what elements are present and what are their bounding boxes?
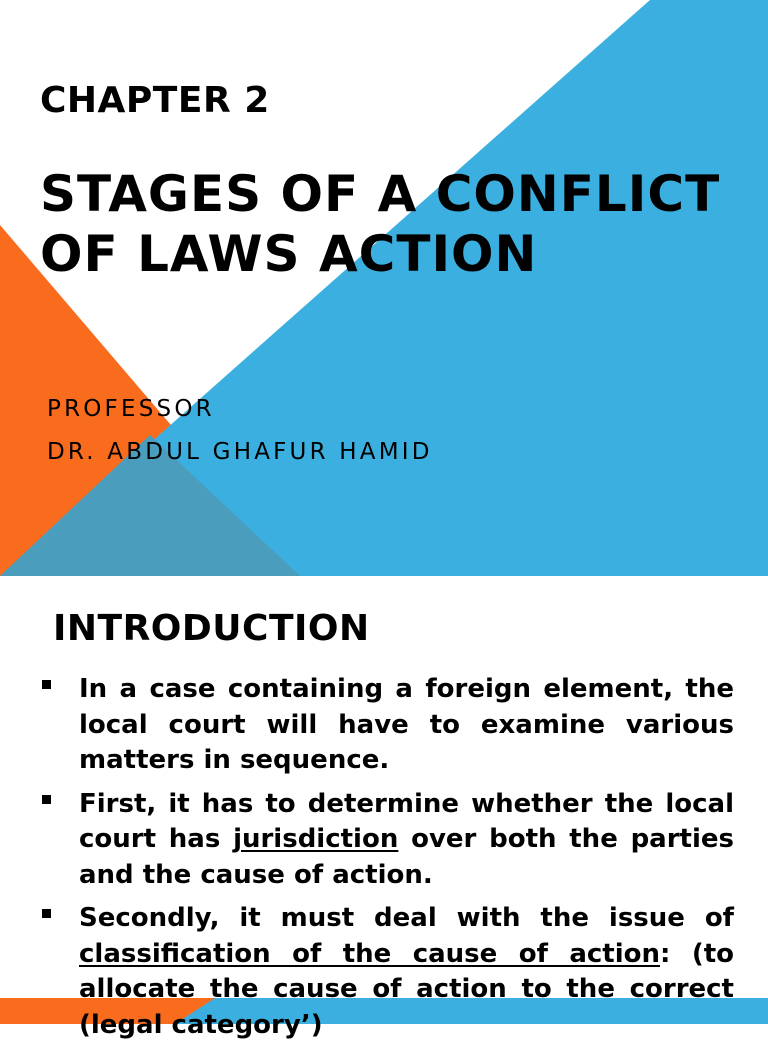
bullet-item-1 — [40, 672, 734, 779]
bullet-item-3 — [40, 901, 734, 1043]
chapter-label: CHAPTER 2 — [40, 80, 270, 121]
bullet-1-text: In a case containing a foreign element, the local court will have to examine various matters in sequence. — [79, 674, 734, 775]
introduction-slide — [0, 598, 768, 1040]
bullet-2-text-pre: First, it has to determine whether the local court has — [79, 788, 734, 854]
presenter-name: DR. ABDUL GHAFUR HAMID — [47, 439, 433, 465]
slide-title: STAGES OF A CONFLICT OF LAWS ACTION — [40, 165, 721, 283]
bullet-3-text-pre: Secondly, it must deal with the issue of — [79, 903, 734, 933]
presenter-block — [47, 388, 433, 474]
section-heading: INTRODUCTION — [53, 608, 370, 649]
presenter-title: PROFESSOR — [47, 396, 215, 422]
bullet-3-text-post: : (to allocate the cause of action to the correct (legal category’) — [79, 938, 735, 1040]
jurisdiction-term: jurisdiction — [233, 824, 399, 854]
slide-separator — [0, 576, 768, 598]
bullet-list — [40, 672, 734, 1051]
classification-term: classification of the cause of action — [79, 938, 660, 969]
bullet-item-2 — [40, 787, 734, 894]
bullet-2-text-post: over both the parties and the cause of action. — [79, 824, 735, 890]
